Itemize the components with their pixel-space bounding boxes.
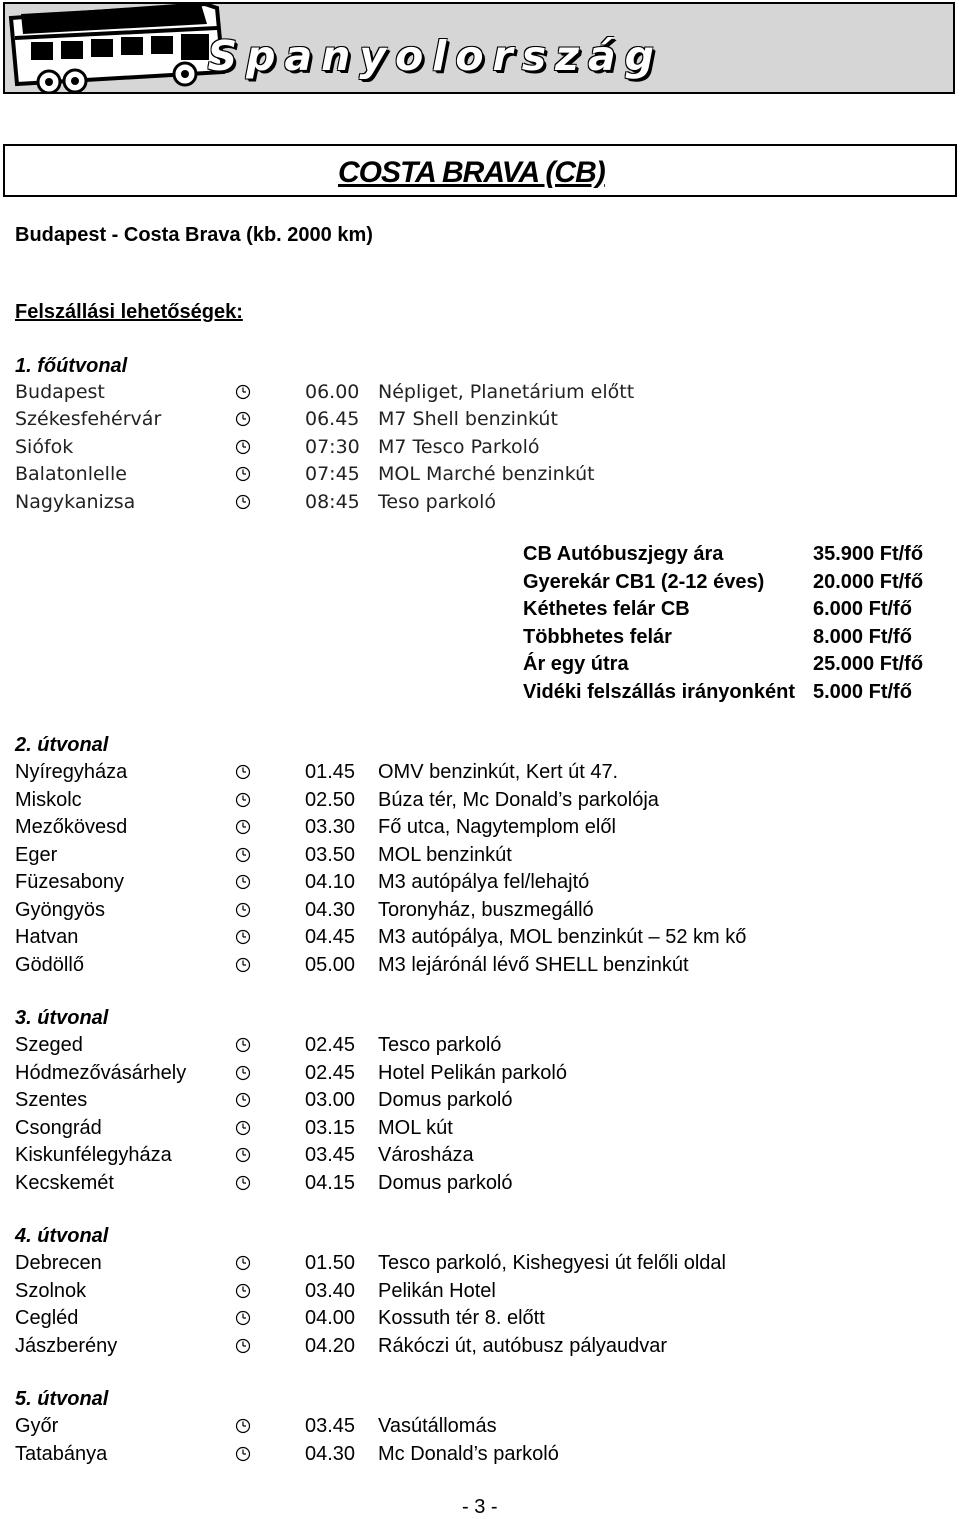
stop-row (0, 1443, 960, 1469)
stop-city: Budapest (15, 381, 105, 403)
price-value: 20.000 Ft/fő (813, 571, 924, 593)
clock-icon (235, 1255, 251, 1271)
stop-time: 07:30 (305, 436, 360, 458)
stop-row (0, 899, 960, 925)
stop-city: Kecskemét (15, 1172, 114, 1194)
section-title: COSTA BRAVA (CB) (338, 156, 605, 189)
stop-time: 03.45 (305, 1415, 356, 1437)
price-value: 6.000 Ft/fő (813, 598, 912, 620)
stop-city: Szolnok (15, 1280, 87, 1302)
stop-row (0, 1252, 960, 1278)
stop-city: Kiskunfélegyháza (15, 1144, 172, 1166)
clock-icon (235, 1310, 251, 1326)
stop-place: Fő utca, Nagytemplom elől (378, 816, 616, 838)
stop-place: Kossuth tér 8. előtt (378, 1307, 545, 1329)
clock-icon (235, 1418, 251, 1434)
price-row (523, 653, 943, 679)
stop-place: MOL Marché benzinkút (378, 463, 595, 485)
stop-time: 03.30 (305, 816, 356, 838)
clock-icon (235, 1338, 251, 1354)
price-value: 35.900 Ft/fő (813, 543, 924, 565)
price-label: Ár egy útra (523, 653, 629, 675)
stop-city: Debrecen (15, 1252, 102, 1274)
clock-icon (235, 929, 251, 945)
clock-icon (235, 439, 251, 455)
stop-place: Toronyház, buszmegálló (378, 899, 594, 921)
stop-place: M3 lejárónál lévő SHELL benzinkút (378, 954, 689, 976)
price-label: Gyerekár CB1 (2-12 éves) (523, 571, 765, 593)
stop-city: Tatabánya (15, 1443, 108, 1465)
stop-row (0, 436, 960, 462)
clock-icon (235, 1175, 251, 1191)
price-label: Kéthetes felár CB (523, 598, 690, 620)
stop-city: Csongrád (15, 1117, 102, 1139)
stop-row (0, 1144, 960, 1170)
clock-icon (235, 466, 251, 482)
route-heading: 4. útvonal (15, 1225, 109, 1247)
stop-place: Tesco parkoló, Kishegyesi út felőli oldal (378, 1252, 726, 1274)
clock-icon (235, 1120, 251, 1136)
stop-city: Mezőkövesd (15, 816, 128, 838)
stop-city: Gyöngyös (15, 899, 106, 921)
stop-city: Jászberény (15, 1335, 118, 1357)
route-heading: 2. útvonal (15, 734, 109, 756)
stop-city: Székesfehérvár (15, 408, 162, 430)
stop-row (0, 1034, 960, 1060)
stop-city: Nagykanizsa (15, 491, 136, 513)
stop-time: 06.45 (305, 408, 360, 430)
stop-time: 03.40 (305, 1280, 356, 1302)
stop-time: 04.45 (305, 926, 356, 948)
price-row (523, 543, 943, 569)
stop-city: Nyíregyháza (15, 761, 128, 783)
stop-time: 03.45 (305, 1144, 356, 1166)
stop-city: Szentes (15, 1089, 88, 1111)
clock-icon (235, 819, 251, 835)
clock-icon (235, 1092, 251, 1108)
stop-place: Mc Donald’s parkoló (378, 1443, 559, 1465)
route-heading: 1. főútvonal (15, 355, 128, 377)
stop-row (0, 1062, 960, 1088)
stop-time: 03.50 (305, 844, 356, 866)
stop-place: Tesco parkoló (378, 1034, 502, 1056)
stop-city: Siófok (15, 436, 74, 458)
route-distance: Budapest - Costa Brava (kb. 2000 km) (15, 224, 373, 246)
price-label: CB Autóbuszjegy ára (523, 543, 724, 565)
clock-icon (235, 764, 251, 780)
stop-row (0, 1089, 960, 1115)
stop-city: Hatvan (15, 926, 79, 948)
stop-time: 01.45 (305, 761, 356, 783)
price-value: 25.000 Ft/fő (813, 653, 924, 675)
stop-row (0, 816, 960, 842)
clock-icon (235, 384, 251, 400)
stop-time: 03.00 (305, 1089, 356, 1111)
stop-time: 08:45 (305, 491, 360, 513)
stop-place: M3 autópálya fel/lehajtó (378, 871, 590, 893)
stop-place: Vasútállomás (378, 1415, 497, 1437)
price-label: Vidéki felszállás irányonként (523, 681, 795, 703)
stop-city: Miskolc (15, 789, 82, 811)
clock-icon (235, 902, 251, 918)
route-heading: 5. útvonal (15, 1388, 109, 1410)
stop-time: 07:45 (305, 463, 360, 485)
stop-place: M7 Tesco Parkoló (378, 436, 540, 458)
stop-time: 02.45 (305, 1034, 356, 1056)
price-row (523, 598, 943, 624)
stop-city: Hódmezővásárhely (15, 1062, 187, 1084)
stop-place: MOL benzinkút (378, 844, 512, 866)
stop-place: Hotel Pelikán parkoló (378, 1062, 567, 1084)
stop-row (0, 789, 960, 815)
stop-city: Balatonlelle (15, 463, 127, 485)
banner-title: Spanyolország (207, 32, 663, 80)
stop-city: Gödöllő (15, 954, 84, 976)
stop-row (0, 1415, 960, 1441)
clock-icon (235, 1037, 251, 1053)
stop-row (0, 1280, 960, 1306)
price-row (523, 681, 943, 707)
stop-place: Domus parkoló (378, 1089, 513, 1111)
stop-place: Népliget, Planetárium előtt (378, 381, 635, 403)
stop-time: 03.15 (305, 1117, 356, 1139)
clock-icon (235, 874, 251, 890)
stop-place: MOL kút (378, 1117, 453, 1139)
stop-place: Városháza (378, 1144, 474, 1166)
stop-place: M3 autópálya, MOL benzinkút – 52 km kő (378, 926, 747, 948)
stop-place: Teso parkoló (378, 491, 496, 513)
stop-city: Füzesabony (15, 871, 124, 893)
stop-place: Pelikán Hotel (378, 1280, 496, 1302)
stop-row (0, 1307, 960, 1333)
bus-icon (5, 2, 235, 94)
stop-row (0, 381, 960, 407)
stop-city: Szeged (15, 1034, 83, 1056)
stop-city: Győr (15, 1415, 59, 1437)
price-row (523, 626, 943, 652)
stop-row (0, 491, 960, 517)
clock-icon (235, 1147, 251, 1163)
stop-row (0, 463, 960, 489)
page-number: - 3 - (462, 1496, 498, 1518)
section-title-box (3, 144, 957, 197)
stop-place: Búza tér, Mc Donald’s parkolója (378, 789, 659, 811)
price-value: 5.000 Ft/fő (813, 681, 912, 703)
stop-time: 04.00 (305, 1307, 356, 1329)
clock-icon (235, 1283, 251, 1299)
price-value: 8.000 Ft/fő (813, 626, 912, 648)
clock-icon (235, 792, 251, 808)
clock-icon (235, 1065, 251, 1081)
header-banner (3, 2, 955, 94)
stop-time: 04.20 (305, 1335, 356, 1357)
route-heading: 3. útvonal (15, 1007, 109, 1029)
stop-time: 04.30 (305, 899, 356, 921)
stop-city: Eger (15, 844, 58, 866)
stop-row (0, 844, 960, 870)
stop-row (0, 1172, 960, 1198)
clock-icon (235, 1446, 251, 1462)
stop-place: Rákóczi út, autóbusz pályaudvar (378, 1335, 668, 1357)
stop-place: M7 Shell benzinkút (378, 408, 558, 430)
stop-row (0, 1117, 960, 1143)
clock-icon (235, 494, 251, 510)
stop-row (0, 1335, 960, 1361)
price-label: Többhetes felár (523, 626, 672, 648)
stop-time: 01.50 (305, 1252, 356, 1274)
clock-icon (235, 411, 251, 427)
stop-place: OMV benzinkút, Kert út 47. (378, 761, 619, 783)
stop-time: 02.45 (305, 1062, 356, 1084)
stop-time: 04.30 (305, 1443, 356, 1465)
stop-row (0, 408, 960, 434)
stop-row (0, 761, 960, 787)
stop-city: Cegléd (15, 1307, 79, 1329)
stop-time: 05.00 (305, 954, 356, 976)
stop-place: Domus parkoló (378, 1172, 513, 1194)
clock-icon (235, 957, 251, 973)
stop-time: 04.15 (305, 1172, 356, 1194)
price-row (523, 571, 943, 597)
stop-time: 04.10 (305, 871, 356, 893)
stop-time: 02.50 (305, 789, 356, 811)
pickup-heading: Felszállási lehetőségek: (15, 301, 243, 323)
clock-icon (235, 847, 251, 863)
stop-row (0, 871, 960, 897)
stop-row (0, 926, 960, 952)
stop-row (0, 954, 960, 980)
stop-time: 06.00 (305, 381, 360, 403)
